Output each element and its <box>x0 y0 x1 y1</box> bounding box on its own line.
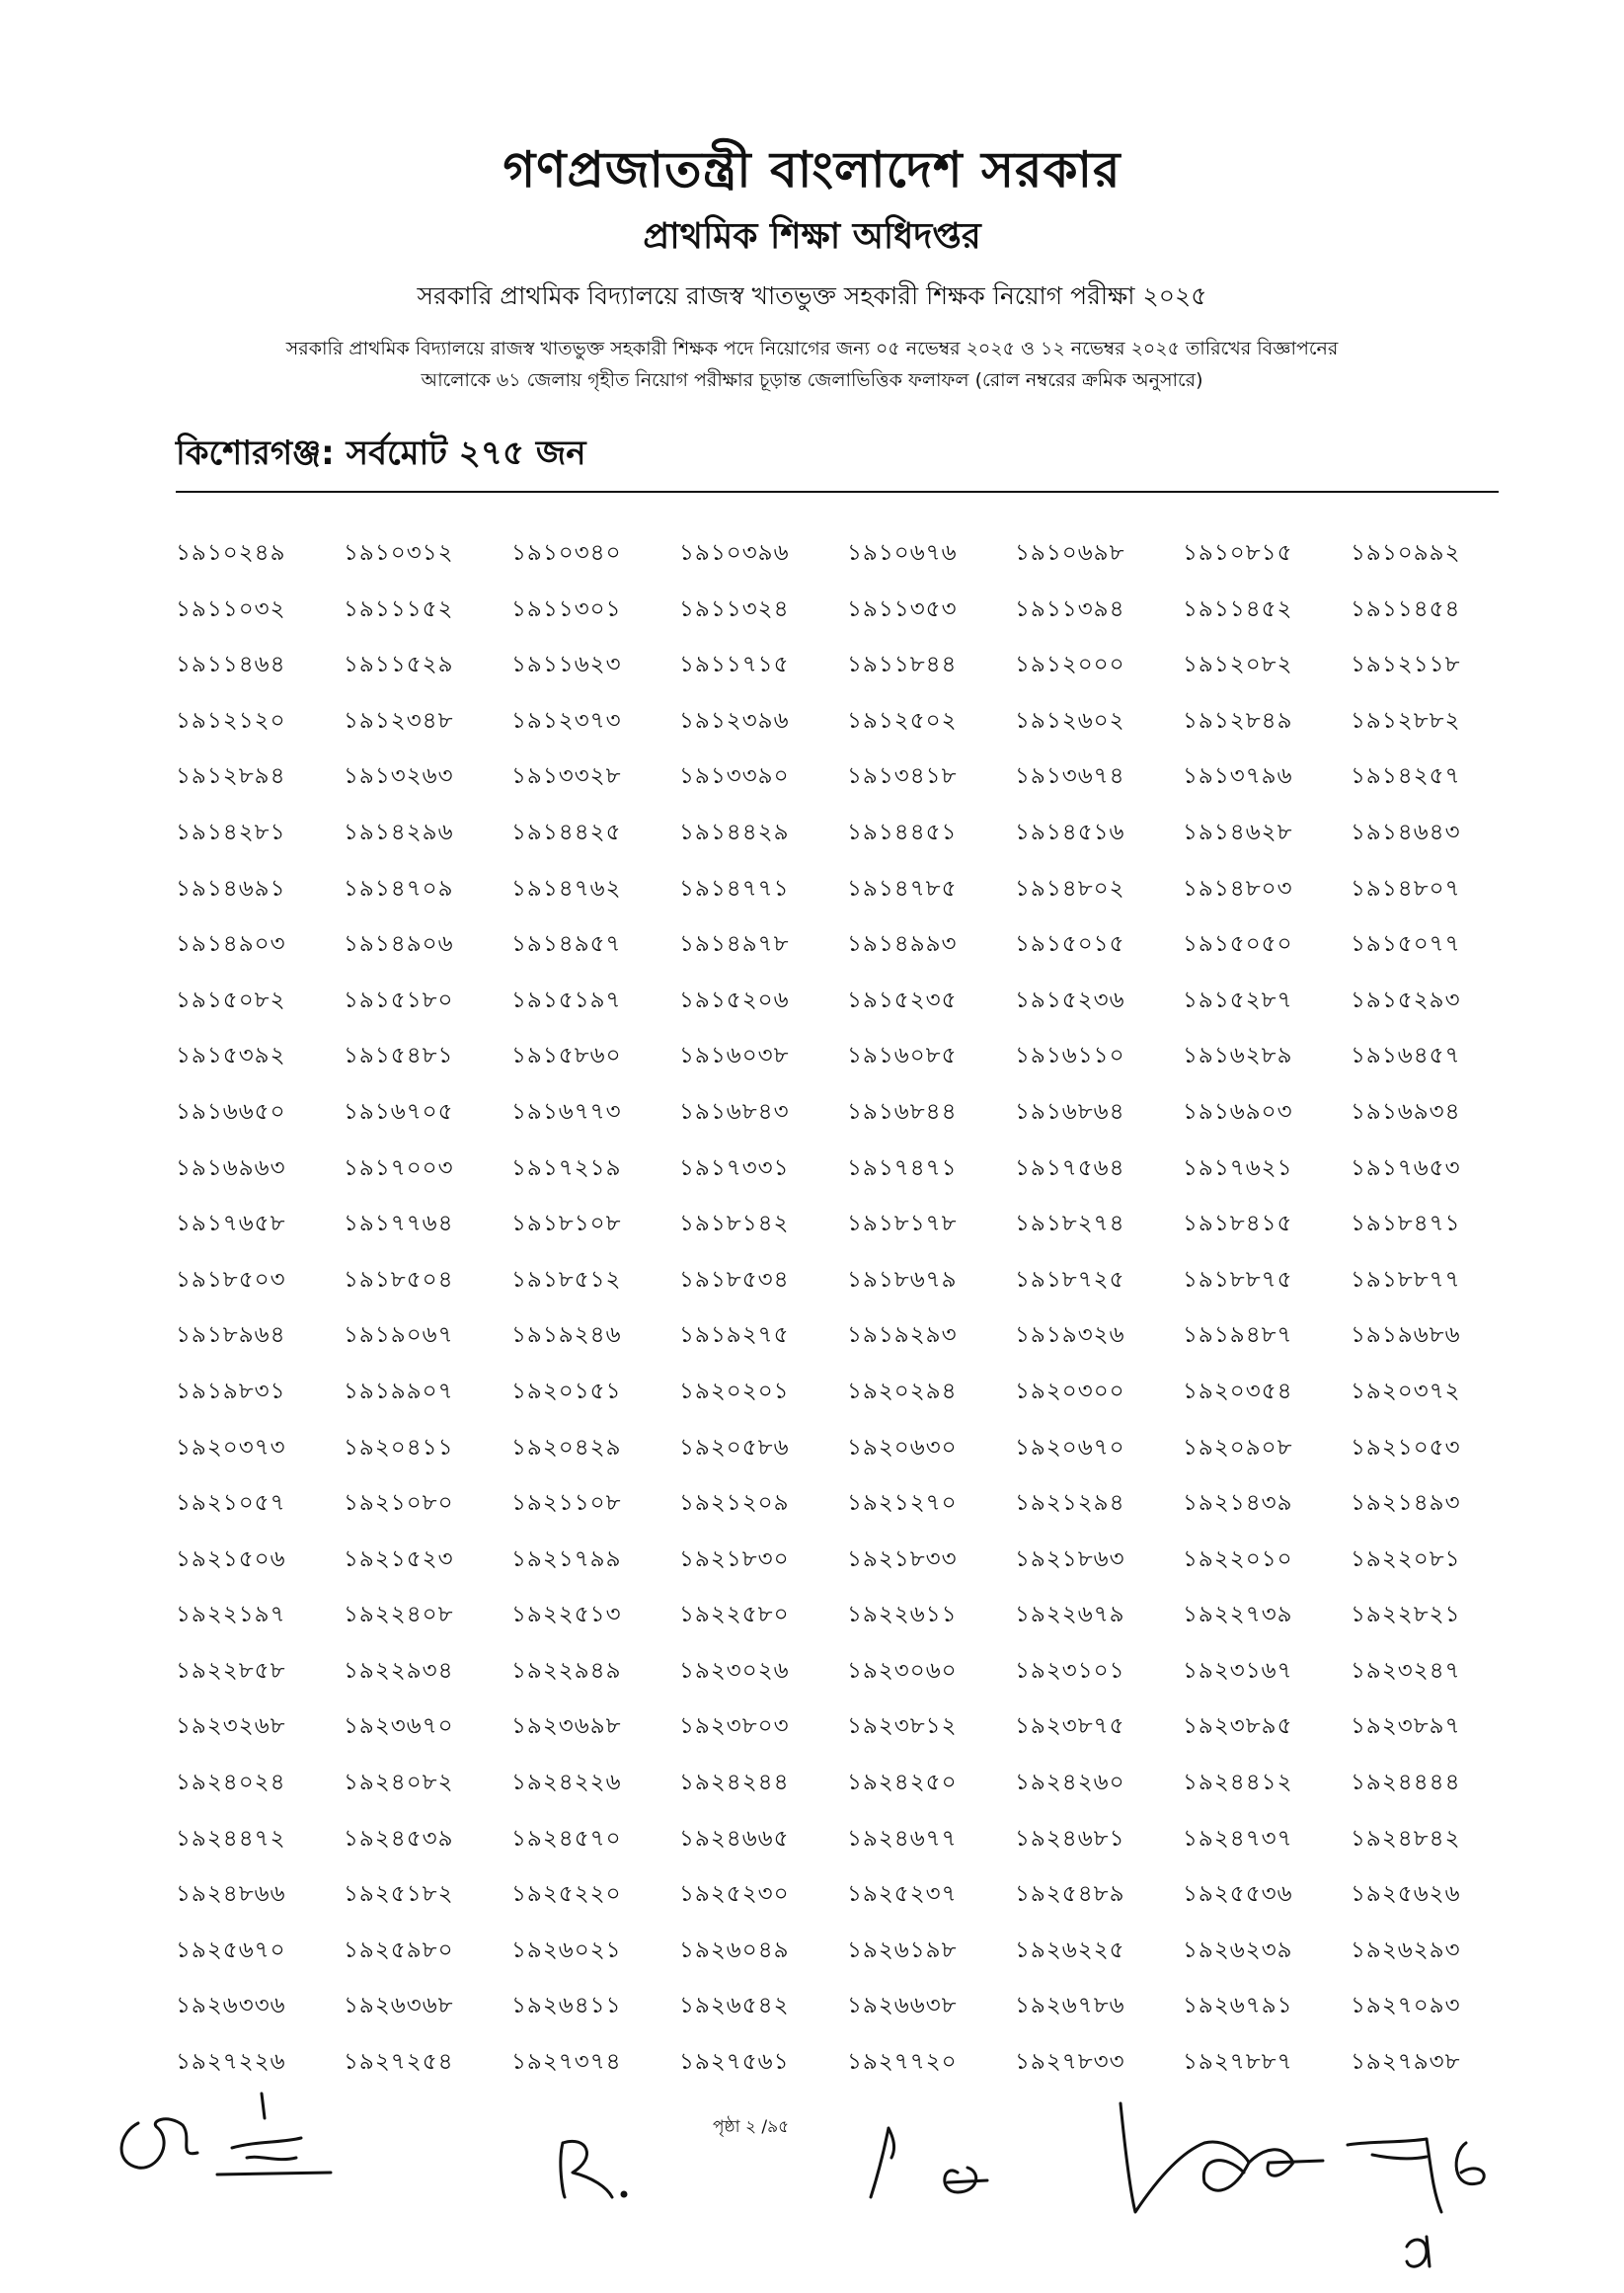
roll-number: ১৯১০৩১২ <box>344 540 454 566</box>
roll-number: ১৯২৬৭৮৬ <box>1015 1993 1125 2019</box>
roll-number: ১৯১৪৬৪৩ <box>1351 819 1461 845</box>
roll-number: ১৯১৮৫১২ <box>511 1266 622 1293</box>
roll-number: ১৯১৯৯০৭ <box>344 1378 454 1404</box>
roll-number: ১৯২২৬৭৯ <box>1015 1602 1125 1628</box>
result-notice <box>148 333 1476 396</box>
roll-number: ১৯১৩৭৯৬ <box>1183 763 1293 790</box>
roll-number: ১৯১৯২৪৬ <box>511 1322 622 1349</box>
roll-number: ১৯১৫৮৬০ <box>511 1043 622 1069</box>
roll-number: ১৯১৯২৯৩ <box>847 1322 958 1349</box>
roll-number: ১৯২৬০২১ <box>511 1937 622 1963</box>
roll-number: ১৯১৮৮৭৫ <box>1183 1266 1293 1293</box>
roll-number: ১৯২৪০৮২ <box>344 1770 454 1796</box>
notice-line-1: সরকারি প্রাথমিক বিদ্যালয়ে রাজস্ব খাতভুক্ত সহকারী শিক্ষক পদে নিয়োগের জন্য ০৫ নভেম্বর ২০২৫ ও ১২ নভেম্বর ২০২৫ তারিখের বিজ্ঞাপনের <box>285 338 1339 359</box>
roll-number: ১৯১৬৬৫০ <box>176 1098 286 1125</box>
roll-number: ১৯২৬২৩৯ <box>1183 1937 1293 1963</box>
roll-number: ১৯২৪২৬০ <box>1015 1770 1125 1796</box>
roll-number: ১৯১৫০৭৭ <box>1351 931 1461 958</box>
roll-number: ১৯১৪৭৬২ <box>511 875 622 902</box>
roll-number: ১৯১২০০০ <box>1015 652 1125 678</box>
roll-number: ১৯২৪৬৮১ <box>1015 1825 1125 1852</box>
roll-number: ১৯২৫৫৩৬ <box>1183 1881 1293 1908</box>
roll-number: ১৯১২৮৯৪ <box>176 763 286 790</box>
roll-number: ১৯১১১৫২ <box>344 595 454 622</box>
roll-number: ১৯২১৫০৬ <box>176 1545 286 1572</box>
roll-number: ১৯১৫০৫০ <box>1183 931 1293 958</box>
roll-number: ১৯১৪৮০৭ <box>1351 875 1461 902</box>
roll-number: ১৯২১৮৩০ <box>679 1545 790 1572</box>
roll-number: ১৯২০৩৭২ <box>1351 1378 1461 1404</box>
roll-number: ১৯২৬২২৫ <box>1015 1937 1125 1963</box>
roll-number: ১৯১১৫২৯ <box>344 652 454 678</box>
roll-number: ১৯১২৮৮২ <box>1351 707 1461 734</box>
roll-number: ১৯২২৮২১ <box>1351 1602 1461 1628</box>
roll-number: ১৯১৩৪১৮ <box>847 763 958 790</box>
exam-title: সরকারি প্রাথমিক বিদ্যালয়ে রাজস্ব খাতভুক্ত সহকারী শিক্ষক নিয়োগ পরীক্ষা ২০২৫ <box>417 281 1207 310</box>
roll-number: ১৯১৬৮৪৪ <box>847 1098 958 1125</box>
roll-number: ১৯১৪২৯৬ <box>344 819 454 845</box>
roll-number: ১৯১৬৭০৫ <box>344 1098 454 1125</box>
roll-number: ১৯২৩০৬০ <box>847 1657 958 1684</box>
roll-number: ১৯১৯২৭৫ <box>679 1322 790 1349</box>
roll-number: ১৯২৬৫৪২ <box>679 1993 790 2019</box>
signature-1 <box>121 2094 331 2174</box>
roll-number: ১৯১২৮৪৯ <box>1183 707 1293 734</box>
roll-number: ১৯১২১২০ <box>176 707 286 734</box>
roll-number: ১৯১১৪৫৪ <box>1351 595 1461 622</box>
roll-number: ১৯২২৪০৮ <box>344 1602 454 1628</box>
roll-number: ১৯২১৮৬৩ <box>1015 1545 1125 1572</box>
roll-number: ১৯২০২০১ <box>679 1378 790 1404</box>
roll-number: ১৯১৬১১০ <box>1015 1043 1125 1069</box>
roll-number: ১৯১২৫০২ <box>847 707 958 734</box>
roll-number: ১৯১৫২৯৩ <box>1351 987 1461 1013</box>
roll-number: ১৯২৩৬৯৮ <box>511 1713 622 1740</box>
roll-number: ১৯১২৬০২ <box>1015 707 1125 734</box>
roll-number: ১৯২৬৬৩৮ <box>847 1993 958 2019</box>
roll-number: ১৯১৭৬৫৮ <box>176 1211 286 1237</box>
roll-number: ১৯২৭৮৩৩ <box>1015 2049 1125 2076</box>
roll-number: ১৯২১০৫৩ <box>1351 1434 1461 1461</box>
roll-number: ১৯১১০৩২ <box>176 595 286 622</box>
roll-number: ১৯১১৩৫৩ <box>847 595 958 622</box>
notice-line-2: আলোকে ৬১ জেলায় গৃহীত নিয়োগ পরীক্ষার চূড়ান্ত জেলাভিত্তিক ফলাফল (রোল নম্বরের ক্রমিক অনুসারে) <box>421 369 1203 391</box>
roll-number: ১৯১৭৫৬৪ <box>1015 1154 1125 1181</box>
roll-number: ১৯২৬২৯৩ <box>1351 1937 1461 1963</box>
roll-number: ১৯১৪৪৫১ <box>847 819 958 845</box>
roll-number: ১৯২৭২৫৪ <box>344 2049 454 2076</box>
roll-number: ১৯১৪৯৭৮ <box>679 931 790 958</box>
roll-number: ১৯২৩২৪৭ <box>1351 1657 1461 1684</box>
signatures <box>99 2064 1560 2281</box>
roll-number: ১৯১৭৬৫৩ <box>1351 1154 1461 1181</box>
roll-number: ১৯২০৪১১ <box>344 1434 454 1461</box>
roll-number: ১৯২৩৮১২ <box>847 1713 958 1740</box>
roll-number: ১৯২৫২৩০ <box>679 1881 790 1908</box>
roll-number: ১৯২৪৮৬৬ <box>176 1881 286 1908</box>
department-title: প্রাথমিক শিক্ষা অধিদপ্তর <box>643 216 981 257</box>
roll-number: ১৯২২৫৮০ <box>679 1602 790 1628</box>
roll-number: ১৯১৪৯৯৩ <box>847 931 958 958</box>
roll-number: ১৯১৮৫৩৪ <box>679 1266 790 1293</box>
roll-number: ১৯২০৩৫৪ <box>1183 1378 1293 1404</box>
roll-number: ১৯১১৪৬৪ <box>176 652 286 678</box>
roll-number: ১৯২৬৭৯১ <box>1183 1993 1293 2019</box>
roll-number: ১৯২৬৩৬৮ <box>344 1993 454 2019</box>
roll-number: ১৯২৩৮৯৭ <box>1351 1713 1461 1740</box>
roll-number: ১৯১৩২৬৩ <box>344 763 454 790</box>
roll-number: ১৯১৮৯৬৪ <box>176 1322 286 1349</box>
roll-number: ১৯২১২০৯ <box>679 1490 790 1517</box>
roll-number: ১৯২৫২২০ <box>511 1881 622 1908</box>
roll-number: ১৯২০৬৩০ <box>847 1434 958 1461</box>
roll-number: ১৯২০৩৭৩ <box>176 1434 286 1461</box>
roll-number: ১৯১৮৮৭৭ <box>1351 1266 1461 1293</box>
roll-number: ১৯১০৬৯৮ <box>1015 540 1125 566</box>
government-title: গণপ্রজাতন্ত্রী বাংলাদেশ সরকার <box>503 141 1121 198</box>
roll-number: ১৯১৬৭৭৩ <box>511 1098 622 1125</box>
roll-number: ১৯১৮২৭৪ <box>1015 1211 1125 1237</box>
roll-number: ১৯১৫২৩৬ <box>1015 987 1125 1013</box>
roll-number: ১৯২৫৯৮০ <box>344 1937 454 1963</box>
roll-number: ১৯১১৩০১ <box>511 595 622 622</box>
roll-number: ১৯১৫১৮০ <box>344 987 454 1013</box>
roll-number: ১৯২১০৮০ <box>344 1490 454 1517</box>
roll-number: ১৯২০৫৮৬ <box>679 1434 790 1461</box>
roll-number: ১৯২২৫১৩ <box>511 1602 622 1628</box>
roll-number: ১৯১৪২৮১ <box>176 819 286 845</box>
roll-number: ১৯১৫২৩৫ <box>847 987 958 1013</box>
roll-number: ১৯১৭২১৯ <box>511 1154 622 1181</box>
roll-number: ১৯১৮৫০৩ <box>176 1266 286 1293</box>
roll-number: ১৯২১৪৩৯ <box>1183 1490 1293 1517</box>
roll-number: ১৯১৪৯০৬ <box>344 931 454 958</box>
roll-number: ১৯২১২৯৪ <box>1015 1490 1125 1517</box>
roll-number: ১৯২৪৮৪২ <box>1351 1825 1461 1852</box>
roll-number: ১৯১৮৪৭১ <box>1351 1211 1461 1237</box>
roll-number: ১৯১৪৭০৯ <box>344 875 454 902</box>
roll-number: ১৯১৭০০৩ <box>344 1154 454 1181</box>
roll-number: ১৯১৬৮৬৪ <box>1015 1098 1125 1125</box>
roll-number: ১৯১৪৮০২ <box>1015 875 1125 902</box>
roll-number: ১৯২২৯৪৯ <box>511 1657 622 1684</box>
roll-number: ১৯১১৪৫২ <box>1183 595 1293 622</box>
roll-number: ১৯২১৮৩৩ <box>847 1545 958 1572</box>
signature-4 <box>1121 2103 1323 2212</box>
roll-number: ১৯১২১১৮ <box>1351 652 1461 678</box>
roll-number: ১৯১৮৪১৫ <box>1183 1211 1293 1237</box>
signature-5 <box>1348 2139 1484 2266</box>
roll-number: ১৯১৯৪৮৭ <box>1183 1322 1293 1349</box>
roll-number: ১৯২৭৭২০ <box>847 2049 958 2076</box>
roll-number: ১৯২৬০৪৯ <box>679 1937 790 1963</box>
roll-number: ১৯২১০৫৭ <box>176 1490 286 1517</box>
roll-number: ১৯১২০৮২ <box>1183 652 1293 678</box>
roll-number: ১৯২২৭৩৯ <box>1183 1602 1293 1628</box>
roll-number: ১৯১৪২৫৭ <box>1351 763 1461 790</box>
roll-number: ১৯২২৬১১ <box>847 1602 958 1628</box>
roll-number: ১৯১৭৩৩১ <box>679 1154 790 1181</box>
roll-number: ১৯১৭৬২১ <box>1183 1154 1293 1181</box>
roll-number: ১৯১৫০৮২ <box>176 987 286 1013</box>
roll-number: ১৯২৪২৫০ <box>847 1770 958 1796</box>
roll-number: ১৯২৬১৯৮ <box>847 1937 958 1963</box>
roll-number: ১৯২৩২৬৮ <box>176 1713 286 1740</box>
roll-number: ১৯১৩৬৭৪ <box>1015 763 1125 790</box>
roll-number: ১৯১৩৩২৮ <box>511 763 622 790</box>
roll-number: ১৯১৭৪৭১ <box>847 1154 958 1181</box>
roll-number: ১৯১৯৮৩১ <box>176 1378 286 1404</box>
roll-number: ১৯১৩৩৯০ <box>679 763 790 790</box>
roll-number: ১৯১২৩৭৩ <box>511 707 622 734</box>
roll-number: ১৯১৪৫১৬ <box>1015 819 1125 845</box>
roll-number: ১৯১২৩৯৬ <box>679 707 790 734</box>
roll-number: ১৯১০৯৯২ <box>1351 540 1461 566</box>
roll-number: ১৯১৬৪৫৭ <box>1351 1043 1461 1069</box>
roll-number: ১৯১৬৮৪৩ <box>679 1098 790 1125</box>
roll-number-grid <box>176 525 1518 2091</box>
roll-number: ১৯২৩১৬৭ <box>1183 1657 1293 1684</box>
roll-number: ১৯১৮১৪২ <box>679 1211 790 1237</box>
roll-number: ১৯১৪৯০৩ <box>176 931 286 958</box>
roll-number: ১৯২০২৯৪ <box>847 1378 958 1404</box>
signature-3 <box>871 2128 987 2197</box>
roll-number: ১৯২৪৪১২ <box>1183 1770 1293 1796</box>
roll-number: ১৯২৪৭৩৭ <box>1183 1825 1293 1852</box>
roll-number: ১৯২২১৯৭ <box>176 1602 286 1628</box>
roll-number: ১৯২১৭৯৯ <box>511 1545 622 1572</box>
roll-number: ১৯২০১৫১ <box>511 1378 622 1404</box>
roll-number: ১৯১৬০৮৫ <box>847 1043 958 1069</box>
roll-number: ১৯১৫২৮৭ <box>1183 987 1293 1013</box>
roll-number: ১৯২৩৮৭৫ <box>1015 1713 1125 1740</box>
roll-number: ১৯২৭০৯৩ <box>1351 1993 1461 2019</box>
roll-number: ১৯২৪৬৬৫ <box>679 1825 790 1852</box>
roll-number: ১৯১৬২৮৯ <box>1183 1043 1293 1069</box>
roll-number: ১৯১০২৪৯ <box>176 540 286 566</box>
roll-number: ১৯২৪২২৬ <box>511 1770 622 1796</box>
roll-number: ১৯২০৩০০ <box>1015 1378 1125 1404</box>
roll-number: ১৯২৭৩৭৪ <box>511 2049 622 2076</box>
roll-number: ১৯২৭৮৮৭ <box>1183 2049 1293 2076</box>
roll-number: ১৯১৪৬২৮ <box>1183 819 1293 845</box>
roll-number: ১৯২৩৮০৩ <box>679 1713 790 1740</box>
roll-number: ১৯১০৬৭৬ <box>847 540 958 566</box>
roll-number: ১৯১০৩৯৬ <box>679 540 790 566</box>
roll-number: ১৯২২০১০ <box>1183 1545 1293 1572</box>
roll-number: ১৯১৪৪২৯ <box>679 819 790 845</box>
roll-number: ১৯২৬৪১১ <box>511 1993 622 2019</box>
roll-number: ১৯১৮৬৭৯ <box>847 1266 958 1293</box>
roll-number: ১৯১১৩৯৪ <box>1015 595 1125 622</box>
roll-number: ১৯২৬৩৩৬ <box>176 1993 286 2019</box>
roll-number: ১৯১৯৬৮৬ <box>1351 1322 1461 1349</box>
roll-number: ১৯১৫৪৮১ <box>344 1043 454 1069</box>
roll-number: ১৯১৮৭২৫ <box>1015 1266 1125 1293</box>
roll-number: ১৯২২৯৩৪ <box>344 1657 454 1684</box>
roll-number: ১৯১৫১৯৭ <box>511 987 622 1013</box>
roll-number: ১৯২৪৪৪৪ <box>1351 1770 1461 1796</box>
roll-number: ১৯১৬০৩৮ <box>679 1043 790 1069</box>
roll-number: ১৯১২৩৪৮ <box>344 707 454 734</box>
roll-number: ১৯১০৮১৫ <box>1183 540 1293 566</box>
roll-number: ১৯২৭২২৬ <box>176 2049 286 2076</box>
signature-2 <box>561 2141 626 2197</box>
roll-number: ১৯২১১০৮ <box>511 1490 622 1517</box>
roll-number: ১৯১৮১৭৮ <box>847 1211 958 1237</box>
roll-number: ১৯১৭৭৬৪ <box>344 1211 454 1237</box>
roll-number: ১৯১৬৯০৩ <box>1183 1098 1293 1125</box>
roll-number: ১৯২৫১৮২ <box>344 1881 454 1908</box>
roll-number: ১৯২৫৬৭০ <box>176 1937 286 1963</box>
roll-number: ১৯২৫৬২৬ <box>1351 1881 1461 1908</box>
roll-number: ১৯১৬৯৩৪ <box>1351 1098 1461 1125</box>
roll-number: ১৯২১৫২৩ <box>344 1545 454 1572</box>
roll-number: ১৯১৮১০৮ <box>511 1211 622 1237</box>
roll-number: ১৯২৪৫৩৯ <box>344 1825 454 1852</box>
roll-number: ১৯২৭৯৩৮ <box>1351 2049 1461 2076</box>
roll-number: ১৯১৯০৬৭ <box>344 1322 454 1349</box>
roll-number: ১৯২২৮৫৮ <box>176 1657 286 1684</box>
roll-number: ১৯২০৯০৮ <box>1183 1434 1293 1461</box>
roll-number: ১৯২১৪৯৩ <box>1351 1490 1461 1517</box>
roll-number: ১৯১৫২০৬ <box>679 987 790 1013</box>
roll-number: ১৯১৮৫০৪ <box>344 1266 454 1293</box>
roll-number: ১৯২৪২৪৪ <box>679 1770 790 1796</box>
roll-number: ১৯২৪৫৭০ <box>511 1825 622 1852</box>
roll-number: ১৯২৩৬৭০ <box>344 1713 454 1740</box>
page-number: পৃষ্ঠা ২ /৯৫ <box>713 2117 790 2137</box>
roll-number: ১৯২০৬৭০ <box>1015 1434 1125 1461</box>
heading-divider <box>176 491 1499 493</box>
roll-number: ১৯১০৩৪০ <box>511 540 622 566</box>
roll-number: ১৯১৪৭৭১ <box>679 875 790 902</box>
roll-number: ১৯২৩০২৬ <box>679 1657 790 1684</box>
roll-number: ১৯১৪৬৯১ <box>176 875 286 902</box>
roll-number: ১৯১৪৪২৫ <box>511 819 622 845</box>
roll-number: ১৯২৫২৩৭ <box>847 1881 958 1908</box>
roll-number: ১৯২৪৬৭৭ <box>847 1825 958 1852</box>
roll-number: ১৯১১৭১৫ <box>679 652 790 678</box>
roll-number: ১৯১১৩২৪ <box>679 595 790 622</box>
roll-number: ১৯১১৬২৩ <box>511 652 622 678</box>
roll-number: ১৯২২০৮১ <box>1351 1545 1461 1572</box>
roll-number: ১৯২০৪২৯ <box>511 1434 622 1461</box>
roll-number: ১৯২১২৭০ <box>847 1490 958 1517</box>
roll-number: ১৯২৩৮৯৫ <box>1183 1713 1293 1740</box>
roll-number: ১৯১৪৮০৩ <box>1183 875 1293 902</box>
roll-number: ১৯১৬৯৬৩ <box>176 1154 286 1181</box>
roll-number: ১৯২৩১০১ <box>1015 1657 1125 1684</box>
roll-number: ১৯১৪৭৮৫ <box>847 875 958 902</box>
roll-number: ১৯১৯৩২৬ <box>1015 1322 1125 1349</box>
roll-number: ১৯১৫০১৫ <box>1015 931 1125 958</box>
roll-number: ১৯১৫৩৯২ <box>176 1043 286 1069</box>
roll-number: ১৯২৫৪৮৯ <box>1015 1881 1125 1908</box>
roll-number: ১৯২৪০২৪ <box>176 1770 286 1796</box>
roll-number: ১৯১১৮৪৪ <box>847 652 958 678</box>
roll-number: ১৯১৪৯৫৭ <box>511 931 622 958</box>
roll-number: ১৯২৭৫৬১ <box>679 2049 790 2076</box>
roll-number: ১৯২৪৪৭২ <box>176 1825 286 1852</box>
district-heading: কিশোরগঞ্জ: সর্বমোট ২৭৫ জন <box>176 434 586 473</box>
